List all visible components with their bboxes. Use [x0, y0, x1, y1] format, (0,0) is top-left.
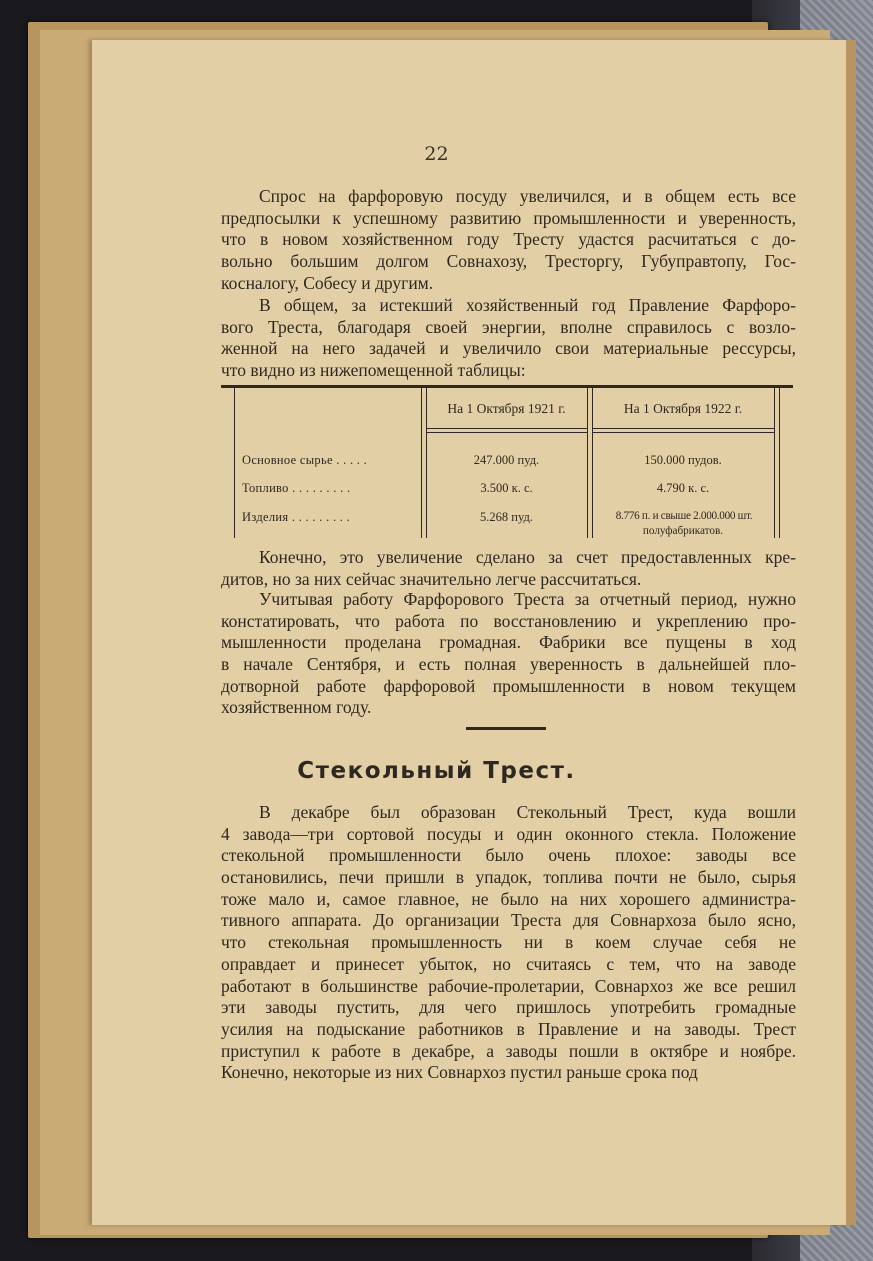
text-line: что в новом хозяйственном году Тресту удастся расчитаться с до-	[221, 229, 796, 250]
text-line: Конечно, некоторые из них Совнархоз пустил раньше срока под	[221, 1062, 698, 1083]
text-line: мышленности проделана громадная. Фабрики все пущены в ход	[221, 632, 796, 653]
paragraph-1	[221, 186, 796, 294]
text-line: В декабре был образован Стекольный Трест, куда вошли	[259, 802, 796, 822]
table-row-label: Основное сырье . . . . .	[242, 453, 368, 467]
text-line: остановились, печи пришли в упадок, топлива почти не было, сырья	[221, 867, 796, 888]
table-row-label: Изделия . . . . . . . . .	[242, 510, 351, 524]
text-line: в начале Сентября, и есть полная уверенность в дальнейшей пло-	[221, 654, 796, 675]
text-line: констатировать, что работа по восстановлению и укреплению про-	[221, 610, 796, 631]
text-line: тивного аппарата. До организации Треста для Совнархоза было ясно,	[221, 910, 796, 931]
text-line: хозяйственном году.	[221, 697, 372, 718]
text-line: дитов, но за них сейчас значительно легче рассчитаться.	[221, 568, 642, 589]
text-line: дотворной работе фарфоровой промышленности в новом текущем	[221, 675, 796, 696]
text-line: вого Треста, благодаря своей энергии, вполне справилось с возло-	[221, 316, 796, 337]
table-cell: 3.500 к. с.	[480, 481, 533, 495]
text-line: работают в большинстве рабочие-пролетарии, Совнархоз же все решил	[221, 975, 796, 996]
table-header-1921: На 1 Октября 1921 г.	[447, 401, 566, 416]
text-line: тоже мало и, самое главное, не было на них хорошего администра-	[221, 888, 796, 909]
page-edge	[846, 40, 856, 1225]
text-line: предпосылки к успешному развитию промышленности и уверенность,	[221, 207, 796, 228]
table-header-rule	[426, 428, 587, 433]
section-divider	[466, 727, 546, 730]
table-cell: 5.268 пуд.	[480, 510, 533, 524]
table-cell: 8.776 п. и свыше 2.000.000 шт.	[615, 510, 753, 522]
text-line: 4 завода—три сортовой посуды и один оконного стекла. Положение	[221, 823, 796, 844]
materials-table	[221, 385, 793, 540]
paragraph-2	[221, 295, 796, 382]
text-line: что видно из нижепомещенной таблицы:	[221, 360, 526, 381]
text-line: В общем, за истекший хозяйственный год Правление Фарфоро-	[259, 295, 796, 315]
text-line: Учитывая работу Фарфорового Треста за отчетный период, нужно	[259, 589, 796, 609]
text-line: Спрос на фарфоровую посуду увеличился, и в общем есть все	[259, 186, 796, 206]
table-cell: 247.000 пуд.	[473, 453, 540, 467]
table-header-rule	[592, 428, 774, 433]
table-cell: 150.000 пудов.	[644, 453, 722, 467]
table-header-1922: На 1 Октября 1922 г.	[623, 401, 743, 416]
paragraph-5	[221, 802, 796, 1084]
paragraph-3	[221, 547, 796, 590]
text-line: приступил к работе в декабре, а заводы пошли в октябре и ноябре.	[221, 1040, 796, 1061]
text-line: Конечно, это увеличение сделано за счет предоставленных кре-	[259, 547, 796, 567]
table-row-label: Топливо . . . . . . . . .	[242, 481, 351, 495]
text-line: женной на него задачей и увеличило свои материальные рессурсы,	[221, 338, 796, 359]
table-top-rule	[221, 385, 793, 388]
table-cell-note: полуфабрикатов.	[642, 525, 724, 537]
paragraph-4	[221, 589, 796, 719]
text-line: вольно большим долгом Совнахозу, Тресторгу, Губуправтопу, Гос-	[221, 251, 796, 272]
table-border-left	[234, 388, 235, 538]
text-line: стекольной промышленности было очень плохое: заводы все	[221, 845, 796, 866]
table-cell: 4.790 к. с.	[656, 481, 710, 495]
section-heading: Стекольный Трест.	[297, 758, 576, 784]
text-line: что стекольная промышленность ни в коем случае себя не	[221, 932, 796, 953]
text-line: косналогу, Собесу и другим.	[221, 272, 434, 293]
page-number: 22	[424, 143, 449, 165]
text-line: эти заводы пустить, для чего пришлось употребить громадные	[221, 997, 796, 1018]
text-line: оправдает и принесет убыток, но считаясь с тем, что на заводе	[221, 953, 796, 974]
text-line: усилия на подыскание работников в Правление и на заводы. Трест	[221, 1018, 796, 1039]
